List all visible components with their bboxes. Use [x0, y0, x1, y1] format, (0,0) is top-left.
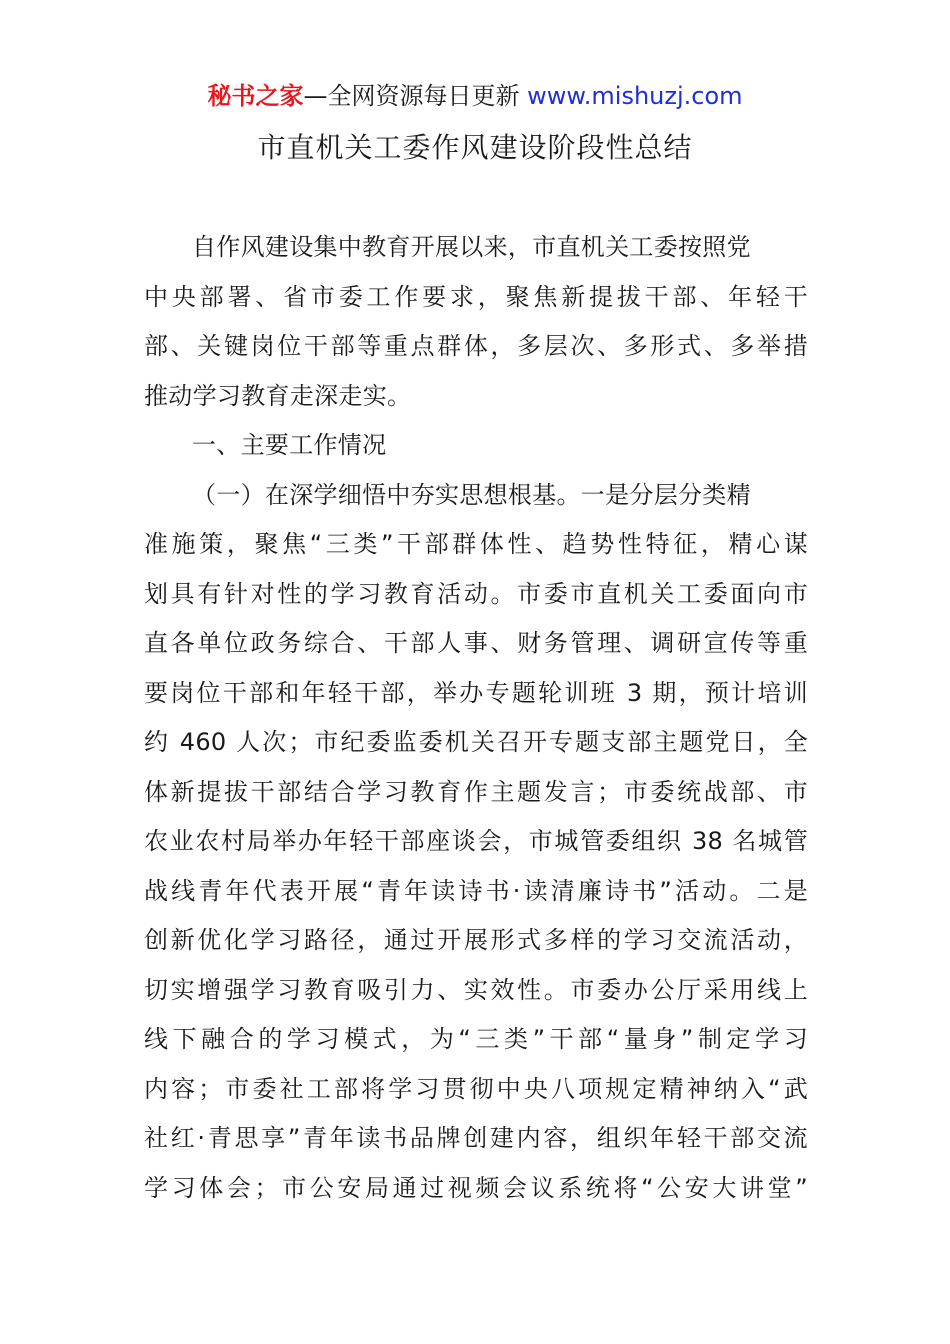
paragraph-line: 线下融合的学习模式，为“三类”干部“量身”制定学习 [144, 1025, 808, 1053]
paragraph-line: 推动学习教育走深走实。 [144, 381, 412, 410]
site-header [0, 80, 950, 112]
paragraph-line: 直各单位政务综合、干部人事、财务管理、调研宣传等重 [144, 629, 808, 657]
paragraph-line: 战线青年代表开展“青年读诗书·读清廉诗书”活动。二是 [144, 876, 808, 905]
paragraph-line: 学习体会；市公安局通过视频会议系统将“公安大讲堂” [144, 1173, 808, 1202]
paragraph-line: 准施策，聚焦“三类”干部群体性、趋势性特征，精心谋 [144, 530, 808, 558]
section-heading: 一、主要工作情况 [192, 431, 387, 459]
paragraph-line: 切实增强学习教育吸引力、实效性。市委办公厅采用线上 [144, 975, 808, 1004]
document-body [144, 223, 808, 1213]
paragraph-line: 部、关键岗位干部等重点群体，多层次、多形式、多举措 [144, 332, 808, 360]
site-brand: 秘书之家 [207, 82, 304, 110]
document-title: 市直机关工委作风建设阶段性总结 [257, 131, 693, 164]
paragraph-line: （一）在深学细悟中夯实思想根基。一是分层分类精 [192, 480, 751, 509]
paragraph-line: 内容；市委社工部将学习贯彻中央八项规定精神纳入“武 [144, 1074, 808, 1103]
paragraph-line: 划具有针对性的学习教育活动。市委市直机关工委面向市 [144, 579, 808, 608]
paragraph-line: 要岗位干部和年轻干部，举办专题轮训班 3 期，预计培训 [144, 678, 808, 707]
paragraph-line: 自作风建设集中教育开展以来，市直机关工委按照党 [192, 233, 751, 261]
site-url-link[interactable]: www.mishuzj.com [527, 82, 743, 110]
paragraph-line: 中央部署、省市委工作要求，聚焦新提拔干部、年轻干 [144, 282, 808, 311]
paragraph-line: 创新优化学习路径，通过开展形式多样的学习交流活动， [144, 926, 808, 954]
paragraph-line: 社红·青思享”青年读书品牌创建内容，组织年轻干部交流 [144, 1124, 808, 1152]
paragraph-line: 体新提拔干部结合学习教育作主题发言；市委统战部、市 [144, 777, 808, 806]
paragraph-line: 约 460 人次；市纪委监委机关召开专题支部主题党日，全 [144, 728, 808, 756]
paragraph-line: 农业农村局举办年轻干部座谈会，市城管委组织 38 名城管 [144, 827, 808, 855]
site-tagline: —全网资源每日更新 [303, 82, 528, 110]
